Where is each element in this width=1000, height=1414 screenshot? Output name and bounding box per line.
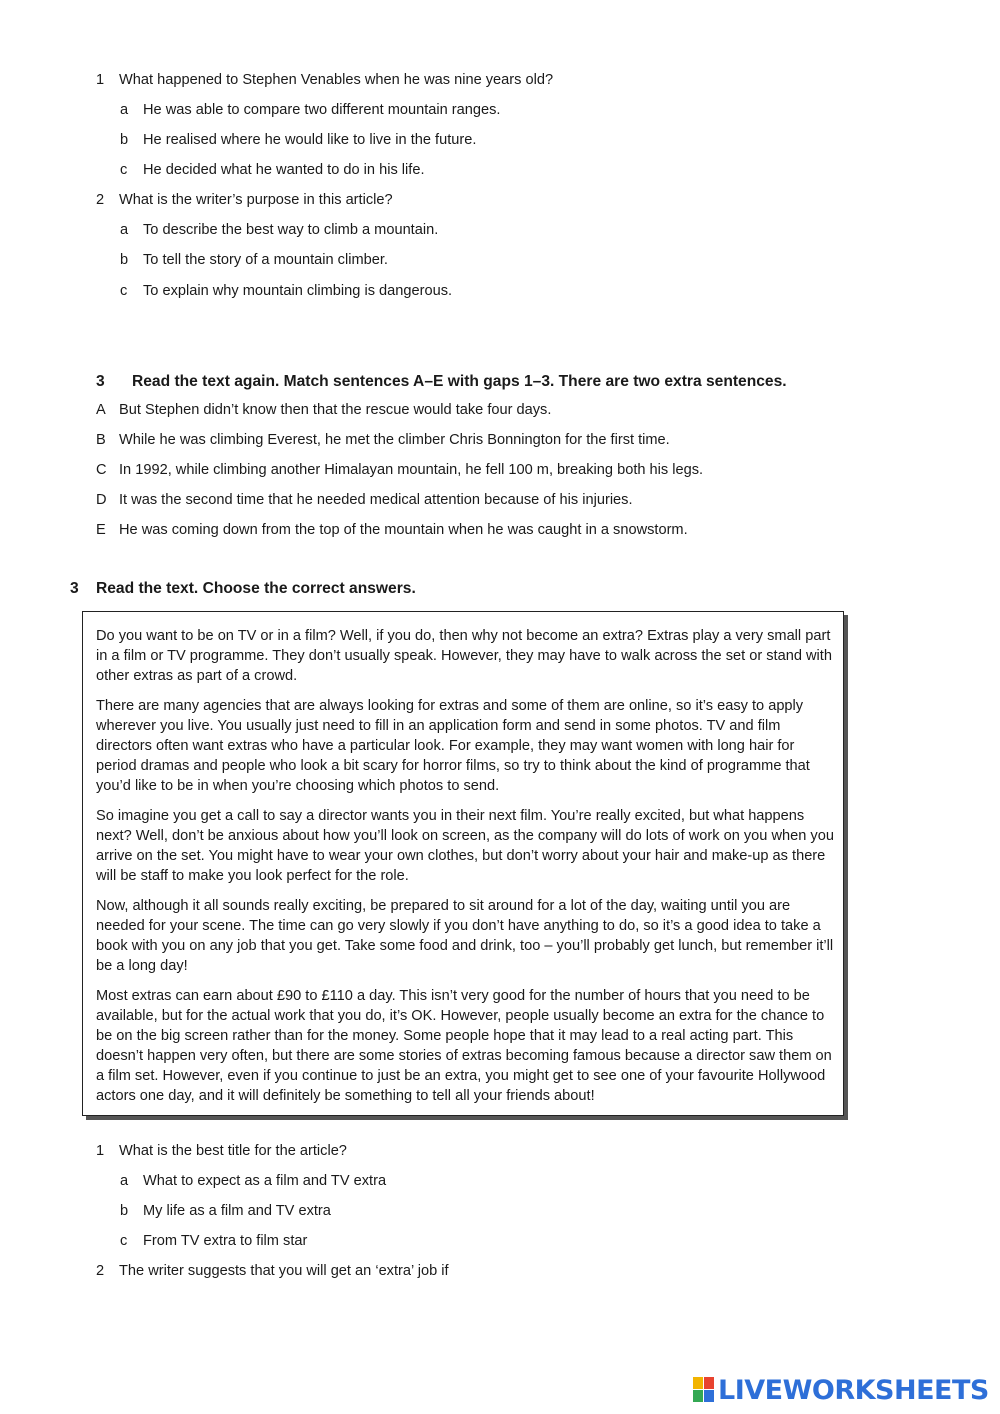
option-letter[interactable]: a	[120, 222, 129, 238]
option-text[interactable]: My life as a film and TV extra	[143, 1203, 331, 1219]
option-text[interactable]: He realised where he would like to live in the future.	[143, 132, 477, 148]
sentence-text[interactable]: But Stephen didn’t know then that the rescue would take four days.	[119, 402, 552, 418]
section-heading: Read the text. Choose the correct answers.	[96, 580, 416, 597]
question-number: 2	[96, 1263, 105, 1279]
section-number: 3	[96, 373, 105, 390]
option-text[interactable]: What to expect as a film and TV extra	[143, 1173, 387, 1189]
sentence-letter: E	[96, 522, 106, 538]
question-number: 2	[96, 192, 105, 208]
reading-paragraph: Most extras can earn about £90 to £110 a day. This isn’t very good for the number of hours that you need to be available, but for the actual work that you do, it’s OK. However, people usually become an extra for the chance to be on the big screen rather than for the money. Some people hope that it may lead to a real acting part. This doesn’t happen very often, but there are some stories of extras becoming famous because a director saw them on a film set. However, even if you continue to just be an extra, you might get to see one of your favourite Hollywood actors one day, and it will definitely be something to tell all your friends about!	[96, 988, 832, 1104]
option-text[interactable]: He decided what he wanted to do in his life.	[143, 162, 425, 178]
option-text[interactable]: To explain why mountain climbing is dangerous.	[143, 283, 453, 299]
option-text[interactable]: To describe the best way to climb a mountain.	[143, 222, 439, 238]
option-text[interactable]: To tell the story of a mountain climber.	[143, 252, 388, 268]
logo-text: LIVEWORKSHEETS	[718, 1374, 989, 1406]
question-text: The writer suggests that you will get an ‘extra’ job if	[119, 1263, 449, 1279]
sentence-text[interactable]: He was coming down from the top of the mountain when he was caught in a snowstorm.	[119, 522, 688, 538]
sentence-text[interactable]: It was the second time that he needed medical attention because of his injuries.	[119, 492, 633, 508]
option-letter[interactable]: a	[120, 102, 129, 118]
question-text: What is the best title for the article?	[119, 1143, 347, 1159]
reading-paragraph: There are many agencies that are always looking for extras and some of them are online, so it’s easy to apply wherever you live. You usually just need to fill in an application form and send in some photos. TV and film directors often want extras who have a particular look. For example, they may want women with long hair for period dramas and people who look a bit scary for horror films, so try to think about the kind of programme that you’d like to be in when you’re choosing which photos to send.	[96, 698, 810, 794]
section-number: 3	[70, 580, 79, 597]
sentence-letter: D	[96, 492, 107, 508]
sentence-letter: C	[96, 462, 107, 478]
question-number: 1	[96, 72, 105, 88]
liveworksheets-logo-icon	[693, 1377, 715, 1403]
sentence-letter: B	[96, 432, 106, 448]
option-letter[interactable]: b	[120, 132, 129, 148]
section-heading: Read the text again. Match sentences A–E with gaps 1–3. There are two extra sentences.	[132, 373, 787, 390]
sentence-text[interactable]: While he was climbing Everest, he met the climber Chris Bonnington for the first time.	[119, 432, 670, 448]
question-text: What happened to Stephen Venables when he was nine years old?	[119, 72, 554, 88]
reading-paragraph: So imagine you get a call to say a director wants you in their next film. You’re really excited, but what happens next? Well, don’t be anxious about how you’ll look on screen, as the company will do lots of work on you when you arrive on the set. You might have to wear your own clothes, but don’t worry about your hair and make-up as there will be staff to make you look perfect for the role.	[96, 808, 834, 884]
option-letter[interactable]: c	[120, 162, 128, 178]
question-text: What is the writer’s purpose in this article?	[119, 192, 393, 208]
option-text[interactable]: He was able to compare two different mountain ranges.	[143, 102, 501, 118]
sentence-text[interactable]: In 1992, while climbing another Himalayan mountain, he fell 100 m, breaking both his legs.	[119, 462, 704, 478]
reading-paragraph: Do you want to be on TV or in a film? Well, if you do, then why not become an extra? Extras play a very small part in a film or TV programme. They don’t usually speak. However, they may have to walk across the set or stand with other extras as part of a crowd.	[96, 628, 832, 684]
option-letter[interactable]: a	[120, 1173, 129, 1189]
question-number: 1	[96, 1143, 105, 1159]
liveworksheets-logo[interactable]	[693, 1375, 989, 1405]
reading-text-box	[82, 611, 844, 1116]
reading-paragraph: Now, although it all sounds really exciting, be prepared to sit around for a lot of the day, waiting until you are needed for your scene. The time can go very slowly if you don’t have anything to do, so it’s a good idea to take a book with you on any job that you get. Take some food and drink, too – you’ll probably get lunch, but remember it’ll be a long day!	[96, 898, 834, 974]
option-letter[interactable]: c	[120, 1233, 128, 1249]
option-letter[interactable]: b	[120, 252, 129, 268]
option-letter[interactable]: b	[120, 1203, 129, 1219]
option-letter[interactable]: c	[120, 283, 128, 299]
option-text[interactable]: From TV extra to film star	[143, 1233, 308, 1249]
sentence-letter: A	[96, 402, 106, 418]
